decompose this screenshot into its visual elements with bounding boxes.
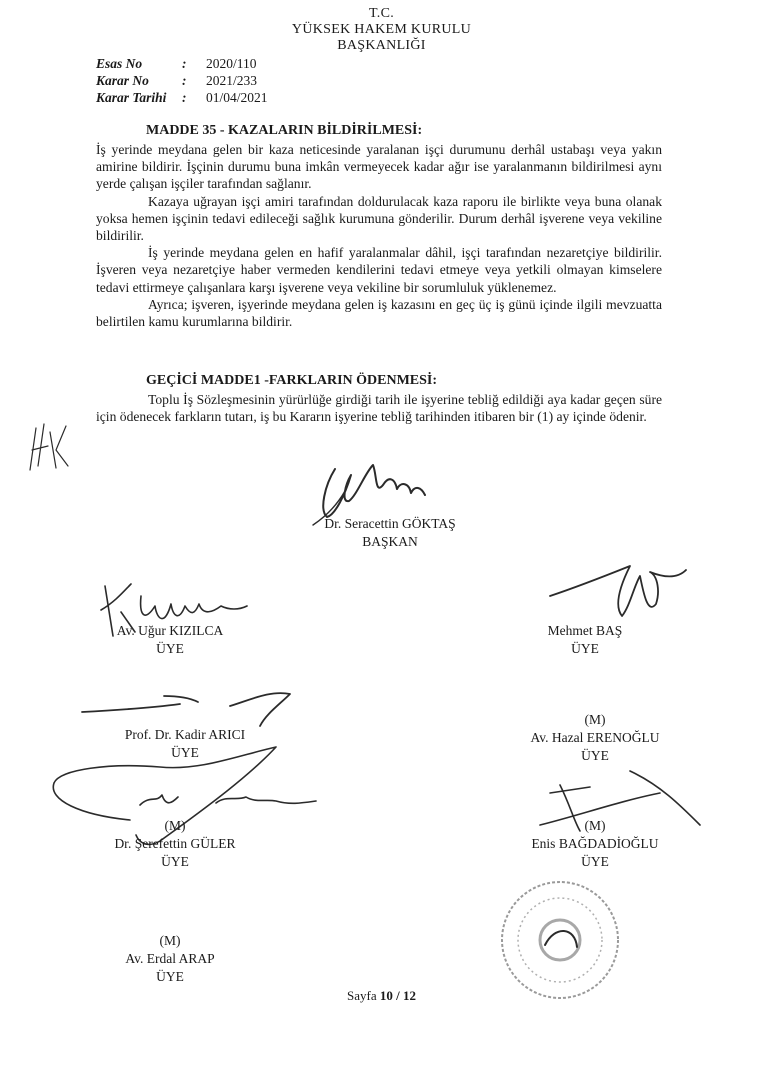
signatory-role: BAŞKAN <box>362 534 418 549</box>
paragraph: Ayrıca; işveren, işyerinde meydana gelen iş kazasını en geç üç iş günü içinde ilgili mevzuatta belirtilen kamu kurumlarına bildirir. <box>96 296 662 330</box>
meta-value: 01/04/2021 <box>206 90 268 105</box>
signatory-role: ÜYE <box>581 854 609 869</box>
page-footer <box>0 988 763 1004</box>
signatory-block <box>495 817 695 871</box>
signatory-name: Av. Hazal ERENOĞLU <box>530 730 660 745</box>
meta-value: 2021/233 <box>206 73 258 88</box>
signatory-block <box>85 817 265 871</box>
signatory-name: Dr. Seracettin GÖKTAŞ <box>324 516 456 531</box>
margin-initials-signature <box>26 420 76 480</box>
arici-signature <box>80 680 305 730</box>
signatory-name: Enis BAĞDADİOĞLU <box>531 836 659 851</box>
page-number: 10 / 12 <box>379 988 416 1003</box>
page-label: Sayfa <box>347 988 377 1003</box>
section-body <box>96 391 662 425</box>
signatory-role: ÜYE <box>161 854 189 869</box>
signatory-name: Dr. Şerefettin GÜLER <box>114 836 236 851</box>
signatory-name: Av. Erdal ARAP <box>125 951 215 966</box>
meta-label: Karar Tarihi <box>96 90 167 105</box>
meta-karar-tarihi: Karar Tarihi : 01/04/2021 <box>96 90 268 105</box>
signatory-mark: (M) <box>164 818 186 833</box>
signatory-role: ÜYE <box>581 748 609 763</box>
signatory-role: ÜYE <box>156 641 184 656</box>
meta-label: Esas No <box>96 56 143 71</box>
header-tc: T.C. <box>368 6 395 21</box>
official-seal-stamp <box>495 875 625 1005</box>
signatory-block <box>80 622 260 658</box>
signatory-name: Av. Uğur KIZILCA <box>116 623 224 638</box>
section-body <box>96 141 662 330</box>
paragraph: İş yerinde meydana gelen bir kaza neticesinde yaralanan işçi durumunu derhâl ustabaşı veya yakın amirine bildirir. İşçinin durumu buna imkân vermeyecek kadar ağır ise yaralanmanın bildirilmesi aynı yerde çalışan işçiler tarafından sağlanır. <box>96 142 662 192</box>
signatory-mark: (M) <box>159 933 181 948</box>
signatory-mark: (M) <box>584 818 606 833</box>
header-institution: YÜKSEK HAKEM KURULU <box>291 22 472 37</box>
signatory-block <box>80 932 260 986</box>
signatory-role: ÜYE <box>156 969 184 984</box>
section-title: GEÇİCİ MADDE1 -FARKLARIN ÖDENMESİ: <box>146 373 438 388</box>
signatory-name: Prof. Dr. Kadir ARICI <box>124 727 246 742</box>
signatory-mark: (M) <box>584 712 606 727</box>
paragraph: İş yerinde meydana gelen en hafif yaralanmalar dâhil, işçi tarafından nezaretçiye bildirilir. İşveren veya nezaretçiye haber vermeden kendilerini tedavi etmeye veya yetkili olmayan kimselere tedavi ettirmeye çalışanlara karşı işverene veya vekiline bir sorumluluk yüklenemez. <box>96 245 662 295</box>
signatory-block <box>280 515 500 551</box>
meta-value: 2020/110 <box>206 56 257 71</box>
meta-karar: Karar No : 2021/233 <box>96 73 258 88</box>
meta-esas: Esas No : 2020/110 <box>96 56 257 71</box>
signatory-role: ÜYE <box>571 641 599 656</box>
bas-signature <box>540 556 690 631</box>
section-title: MADDE 35 - KAZALARIN BİLDİRİLMESİ: <box>146 123 423 138</box>
header-department: BAŞKANLIĞI <box>337 38 426 53</box>
signatory-block <box>495 711 695 765</box>
signatory-block <box>495 622 675 658</box>
paragraph: Kazaya uğrayan işçi amiri tarafından doldurulacak kaza raporu ile birlikte veya buna olanak yoksa hemen işçinin tedavi edileceği sağlık kurumuna gönderilir. Durum derhâl işverene veya vekiline bildirilir. <box>96 193 662 244</box>
signatory-role: ÜYE <box>171 745 199 760</box>
meta-label: Karar No <box>96 73 149 88</box>
paragraph: Toplu İş Sözleşmesinin yürürlüğe girdiği tarih ile işyerine tebliğ edildiği aya kadar geçen süre için ödenecek farkların tutarı, iş bu Kararın işyerine tebliğ tarihinden itibaren bir (1) ay içinde ödenir. <box>96 392 662 425</box>
signatory-name: Mehmet BAŞ <box>547 623 623 638</box>
